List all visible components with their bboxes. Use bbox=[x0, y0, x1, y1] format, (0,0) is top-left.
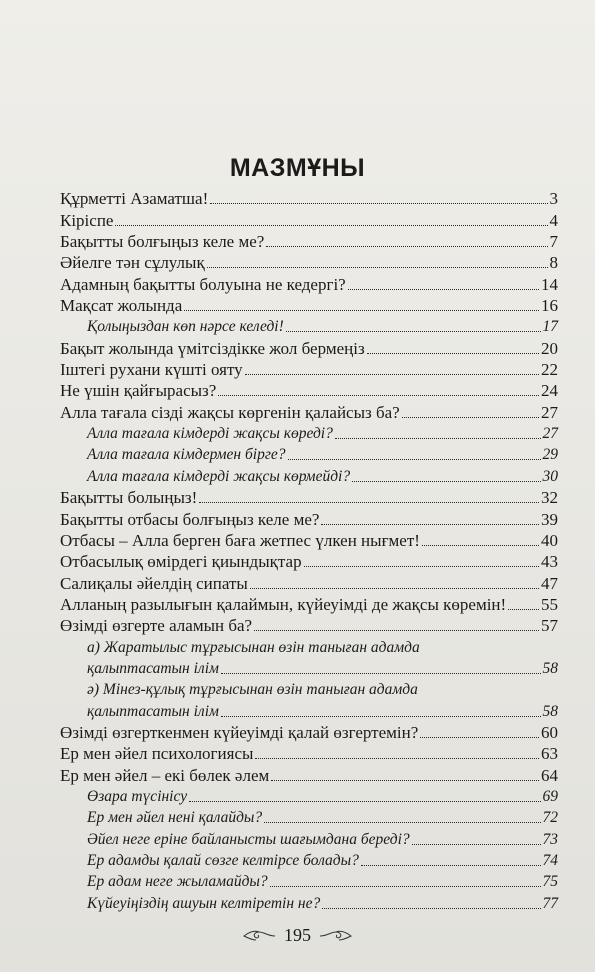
toc-entry-title: Алла тағала кімдерді жақсы көрмейді? bbox=[87, 467, 351, 485]
toc-entry-page: 8 bbox=[549, 253, 558, 273]
toc-entry bbox=[60, 871, 558, 892]
toc-entry bbox=[60, 850, 558, 871]
toc-entry-page: 57 bbox=[541, 616, 558, 636]
toc-entry-title: ә) Мінез-құлық тұрғысынан өзін таныған адамда bbox=[87, 681, 418, 699]
toc-entry bbox=[60, 273, 558, 294]
dot-leader bbox=[420, 737, 539, 738]
toc-entry-page: 20 bbox=[541, 338, 558, 358]
toc-entry bbox=[60, 380, 558, 401]
toc-entry-page: 74 bbox=[542, 852, 558, 869]
toc-entry bbox=[60, 572, 558, 593]
toc-entry-title: Бақытты болыңыз! bbox=[60, 488, 198, 508]
toc-entry bbox=[60, 188, 558, 209]
dot-leader bbox=[422, 545, 539, 546]
toc-entry bbox=[60, 764, 558, 785]
toc-entry-title: Әйелге тән сұлулық bbox=[60, 253, 205, 273]
dot-leader bbox=[322, 908, 540, 909]
toc-entry bbox=[60, 316, 558, 337]
toc-entry-title: Мақсат жолында bbox=[60, 296, 183, 316]
toc-entry bbox=[60, 530, 558, 551]
toc-entry-page: 32 bbox=[541, 488, 558, 508]
dot-leader bbox=[266, 246, 547, 247]
dot-leader bbox=[255, 758, 539, 759]
dot-leader bbox=[402, 417, 539, 418]
toc-entry-page: 72 bbox=[542, 809, 558, 827]
toc-entry-title: Кіріспе bbox=[60, 210, 114, 230]
toc-entry-page: 3 bbox=[549, 189, 558, 209]
dot-leader bbox=[184, 310, 539, 311]
dot-leader bbox=[207, 267, 548, 268]
toc-entry bbox=[60, 722, 558, 743]
toc-entry bbox=[60, 807, 558, 828]
toc-entry-title: Құрметті Азаматша! bbox=[60, 189, 209, 209]
dot-leader bbox=[221, 716, 541, 717]
toc-entry-title: Отбасылық өмірдегі қиындықтар bbox=[60, 552, 302, 572]
toc-entry-title: Күйеуіңіздің ашуын келтіретін не? bbox=[87, 894, 321, 912]
toc-entry bbox=[60, 401, 558, 422]
toc-entry-page: 64 bbox=[541, 765, 558, 785]
toc-entry bbox=[60, 209, 558, 230]
floral-ornament-icon bbox=[319, 929, 353, 943]
toc-entry-page: 77 bbox=[542, 894, 558, 912]
toc-entry bbox=[60, 252, 558, 273]
toc-entry-title: Алланың разылығын қалаймын, күйеуімді де жақсы көремін! bbox=[60, 594, 507, 614]
dot-leader bbox=[352, 481, 540, 482]
toc-entry-page: 29 bbox=[542, 446, 558, 464]
toc-entry-page: 7 bbox=[549, 232, 558, 252]
toc-entry bbox=[60, 679, 558, 700]
toc-entry-page: 30 bbox=[542, 467, 558, 485]
dot-leader bbox=[221, 673, 541, 674]
toc-entry-title: Алла тағала кімдермен бірге? bbox=[87, 446, 286, 464]
toc-entry bbox=[60, 700, 558, 721]
toc-entry bbox=[60, 743, 558, 764]
dot-leader bbox=[361, 865, 541, 866]
dot-leader bbox=[245, 374, 539, 375]
dot-leader bbox=[254, 630, 539, 631]
toc-entry-page: 24 bbox=[541, 381, 558, 401]
dot-leader bbox=[218, 395, 539, 396]
toc-entry bbox=[60, 359, 558, 380]
toc-entry-page: 14 bbox=[541, 274, 558, 294]
dot-leader bbox=[367, 353, 539, 354]
toc-entry bbox=[60, 337, 558, 358]
floral-ornament-icon bbox=[242, 929, 276, 943]
toc-entry bbox=[60, 444, 558, 465]
dot-leader bbox=[264, 822, 540, 823]
toc-entry-page: 27 bbox=[541, 402, 558, 422]
toc-entry-title: Ер адам неге жыламайды? bbox=[87, 873, 268, 891]
page-title: МАЗМҰНЫ bbox=[229, 154, 366, 182]
toc-entry bbox=[60, 423, 558, 444]
toc-entry-title: Не үшін қайғырасыз? bbox=[60, 381, 217, 401]
dot-leader bbox=[321, 524, 539, 525]
toc-entry-title: Ер адамды қалай сөзге келтірсе болады? bbox=[87, 852, 359, 869]
toc-entry-title: Өзара түсінісу bbox=[87, 787, 188, 805]
toc-entry bbox=[60, 636, 558, 657]
toc-entry-page: 4 bbox=[549, 210, 558, 230]
dot-leader bbox=[288, 459, 541, 460]
dot-leader bbox=[508, 609, 539, 610]
toc-entry-title: Бақытты болғыңыз келе ме? bbox=[60, 232, 265, 252]
toc-entry-title: Іштегі рухани күшті ояту bbox=[60, 360, 243, 380]
toc-entry bbox=[60, 487, 558, 508]
toc-entry-page: 63 bbox=[541, 744, 558, 764]
toc-entry-title: Бақыт жолында үмітсіздікке жол бермеңіз bbox=[60, 338, 365, 358]
toc-entry bbox=[60, 786, 558, 807]
toc-entry bbox=[60, 508, 558, 529]
page-footer bbox=[0, 925, 595, 946]
dot-leader bbox=[199, 502, 539, 503]
toc-entry bbox=[60, 231, 558, 252]
toc-entry bbox=[60, 594, 558, 615]
dot-leader bbox=[335, 438, 541, 439]
toc-entry-page: 43 bbox=[541, 552, 558, 572]
toc-entry-page: 40 bbox=[541, 530, 558, 550]
toc-entry-title: Бақытты отбасы болғыңыз келе ме? bbox=[60, 509, 320, 529]
dot-leader bbox=[270, 886, 541, 887]
toc-entry bbox=[60, 658, 558, 679]
toc-entry-page: 69 bbox=[542, 787, 558, 805]
dot-leader bbox=[271, 780, 539, 781]
toc-entry-title: Алла тағала кімдерді жақсы көреді? bbox=[87, 425, 333, 443]
toc-entry bbox=[60, 465, 558, 486]
toc-entry bbox=[60, 828, 558, 849]
toc-entry-page: 58 bbox=[542, 659, 558, 677]
dot-leader bbox=[412, 844, 541, 845]
toc-entry-title: Ер мен әйел нені қалайды? bbox=[87, 809, 263, 827]
toc-entry-page: 58 bbox=[542, 702, 558, 720]
toc-entry-title: қалыптасатын ілім bbox=[87, 702, 219, 720]
toc-entry-page: 17 bbox=[542, 318, 558, 336]
toc-entry-page: 73 bbox=[542, 830, 558, 848]
dot-leader bbox=[189, 801, 540, 802]
dot-leader bbox=[348, 289, 539, 290]
toc-entry-title: Алла тағала сізді жақсы көргенін қалайсыз ба? bbox=[60, 402, 400, 422]
dot-leader bbox=[115, 225, 547, 226]
toc-entry-title: Қолыңыздан көп нәрсе келеді! bbox=[87, 318, 284, 336]
toc-entry-page: 27 bbox=[542, 425, 558, 443]
toc-entry-page: 16 bbox=[541, 296, 558, 316]
toc-entry-page: 75 bbox=[542, 873, 558, 891]
toc-entry-page: 39 bbox=[541, 509, 558, 529]
toc-entry bbox=[60, 615, 558, 636]
toc-entry-page: 55 bbox=[541, 594, 558, 614]
toc-entry-page: 47 bbox=[541, 573, 558, 593]
toc-entry-title: Ер мен әйел – екі бөлек әлем bbox=[60, 765, 270, 785]
toc-entry-title: Отбасы – Алла берген баға жетпес үлкен нығмет! bbox=[60, 530, 420, 550]
toc-entry-title: Өзімді өзгерткенмен күйеуімді қалай өзгертемін? bbox=[60, 722, 419, 742]
dot-leader bbox=[250, 588, 539, 589]
toc-entry-title: а) Жаратылыс тұрғысынан өзін таныған адамда bbox=[87, 638, 420, 656]
toc-entry bbox=[60, 551, 558, 572]
toc-entry bbox=[60, 295, 558, 316]
dot-leader bbox=[210, 203, 547, 204]
toc-entry bbox=[60, 892, 558, 913]
table-of-contents bbox=[60, 188, 558, 914]
toc-entry-title: Адамның бақытты болуына не кедергі? bbox=[60, 274, 346, 294]
toc-entry-page: 22 bbox=[541, 360, 558, 380]
toc-entry-title: Ер мен әйел психологиясы bbox=[60, 744, 254, 764]
toc-entry-title: Әйел неге еріне байланысты шағымдана береді? bbox=[87, 830, 410, 848]
dot-leader bbox=[304, 566, 539, 567]
dot-leader bbox=[286, 331, 541, 332]
toc-entry-page: 60 bbox=[541, 722, 558, 742]
toc-entry-title: Салиқалы әйелдің сипаты bbox=[60, 573, 248, 593]
toc-entry-title: қалыптасатын ілім bbox=[87, 659, 219, 677]
toc-entry-title: Өзімді өзгерте аламын ба? bbox=[60, 616, 253, 636]
page-number: 195 bbox=[284, 925, 311, 945]
